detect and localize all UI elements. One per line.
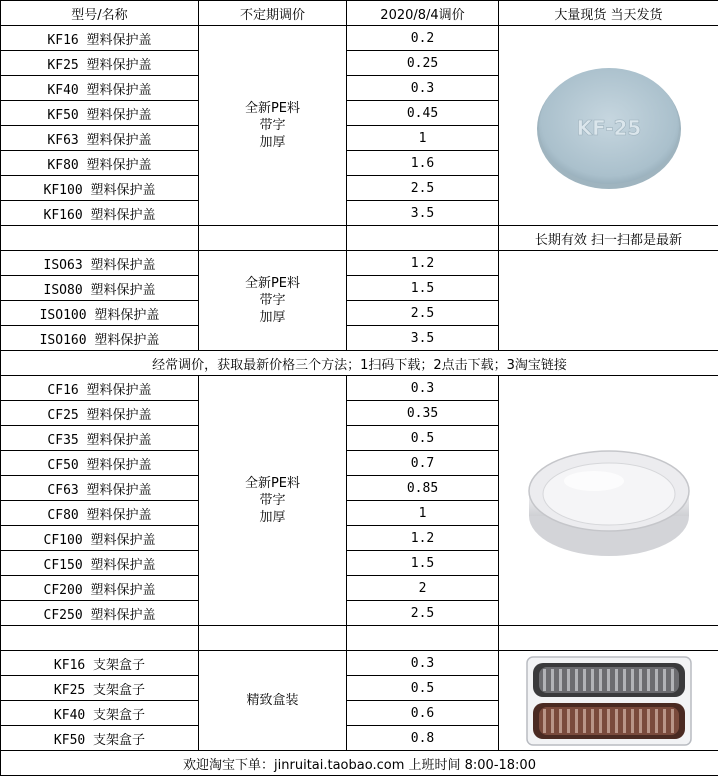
product-price: 1.5 — [347, 551, 499, 576]
empty-cell — [199, 226, 347, 251]
product-price: 3.5 — [347, 326, 499, 351]
product-price: 0.6 — [347, 701, 499, 726]
bracket-box-picture — [525, 655, 693, 747]
product-price: 0.2 — [347, 26, 499, 51]
product-price: 0.3 — [347, 651, 499, 676]
product-name: ISO63 塑料保护盖 — [1, 251, 199, 276]
product-name: KF50 支架盒子 — [1, 726, 199, 751]
product-name: CF80 塑料保护盖 — [1, 501, 199, 526]
product-price: 2.5 — [347, 176, 499, 201]
product-price: 0.25 — [347, 51, 499, 76]
product-price: 0.5 — [347, 676, 499, 701]
cf-cap-image — [499, 376, 718, 626]
product-price: 0.5 — [347, 426, 499, 451]
header-stock: 大量现货 当天发货 — [499, 1, 718, 26]
iso-blank-cell — [499, 251, 718, 351]
product-price: 1 — [347, 126, 499, 151]
product-name: KF16 支架盒子 — [1, 651, 199, 676]
header-price-adjust: 不定期调价 — [199, 1, 347, 26]
product-name: KF25 塑料保护盖 — [1, 51, 199, 76]
header-model-name: 型号/名称 — [1, 1, 199, 26]
material-line: 带字 — [259, 118, 286, 133]
material-cell-cf — [199, 376, 347, 626]
product-price: 3.5 — [347, 201, 499, 226]
product-name: ISO80 塑料保护盖 — [1, 276, 199, 301]
product-price: 1.2 — [347, 251, 499, 276]
product-name: CF250 塑料保护盖 — [1, 601, 199, 626]
product-price: 2.5 — [347, 301, 499, 326]
kf-cap-picture — [534, 61, 684, 191]
header-date-price: 2020/8/4调价 — [347, 1, 499, 26]
table-row — [1, 26, 718, 51]
price-notice: 经常调价，获取最新价格三个方法；1扫码下载；2点击下载；3淘宝链接 — [1, 351, 718, 376]
table-row — [1, 651, 718, 676]
product-name: ISO100 塑料保护盖 — [1, 301, 199, 326]
box-image — [499, 651, 718, 751]
product-price: 0.3 — [347, 76, 499, 101]
notice-row — [1, 351, 718, 376]
product-name: KF40 支架盒子 — [1, 701, 199, 726]
product-name: KF50 塑料保护盖 — [1, 101, 199, 126]
material-line: 带字 — [259, 493, 286, 508]
table-row — [1, 251, 718, 276]
product-price: 0.7 — [347, 451, 499, 476]
product-name: CF25 塑料保护盖 — [1, 401, 199, 426]
product-price: 0.45 — [347, 101, 499, 126]
product-name: CF50 塑料保护盖 — [1, 451, 199, 476]
product-name: CF63 塑料保护盖 — [1, 476, 199, 501]
product-name: KF16 塑料保护盖 — [1, 26, 199, 51]
material-line: 全新PE料 — [244, 476, 301, 491]
product-price: 0.35 — [347, 401, 499, 426]
product-name: KF100 塑料保护盖 — [1, 176, 199, 201]
kf-cap-image — [499, 26, 718, 226]
product-price: 1.5 — [347, 276, 499, 301]
empty-cell — [347, 226, 499, 251]
product-price: 1.6 — [347, 151, 499, 176]
product-price: 2 — [347, 576, 499, 601]
product-name: KF25 支架盒子 — [1, 676, 199, 701]
material-line: 加厚 — [259, 510, 286, 525]
material-line: 全新PE料 — [244, 276, 301, 291]
product-name: KF80 塑料保护盖 — [1, 151, 199, 176]
material-line: 加厚 — [259, 310, 286, 325]
product-name: KF40 塑料保护盖 — [1, 76, 199, 101]
product-name: KF160 塑料保护盖 — [1, 201, 199, 226]
material-cell-kf — [199, 26, 347, 226]
product-price: 0.8 — [347, 726, 499, 751]
product-name: KF63 塑料保护盖 — [1, 126, 199, 151]
spacer-row — [1, 226, 718, 251]
empty-cell — [1, 626, 199, 651]
empty-cell — [1, 226, 199, 251]
shop-footer: 欢迎淘宝下单：jinruitai.taobao.com 上班时间 8:00-18:00 — [1, 751, 718, 776]
product-price: 0.3 — [347, 376, 499, 401]
material-line: 全新PE料 — [244, 101, 301, 116]
table-row — [1, 376, 718, 401]
product-name: CF16 塑料保护盖 — [1, 376, 199, 401]
product-name: CF150 塑料保护盖 — [1, 551, 199, 576]
product-price: 1 — [347, 501, 499, 526]
product-price: 0.85 — [347, 476, 499, 501]
material-line: 带字 — [259, 293, 286, 308]
product-price: 1.2 — [347, 526, 499, 551]
product-name: ISO160 塑料保护盖 — [1, 326, 199, 351]
empty-cell — [499, 626, 718, 651]
product-name: CF35 塑料保护盖 — [1, 426, 199, 451]
material-cell-iso — [199, 251, 347, 351]
cf-cap-picture — [524, 436, 694, 566]
material-cell-box: 精致盒装 — [199, 651, 347, 751]
empty-cell — [347, 626, 499, 651]
kf-cap-label: KF-25 — [576, 115, 641, 140]
product-name: CF100 塑料保护盖 — [1, 526, 199, 551]
spacer-row — [1, 626, 718, 651]
product-price: 2.5 — [347, 601, 499, 626]
header-row — [1, 1, 718, 26]
footer-row — [1, 751, 718, 776]
validity-note: 长期有效 扫一扫都是最新 — [499, 226, 718, 251]
material-line: 加厚 — [259, 135, 286, 150]
product-name: CF200 塑料保护盖 — [1, 576, 199, 601]
empty-cell — [199, 626, 347, 651]
